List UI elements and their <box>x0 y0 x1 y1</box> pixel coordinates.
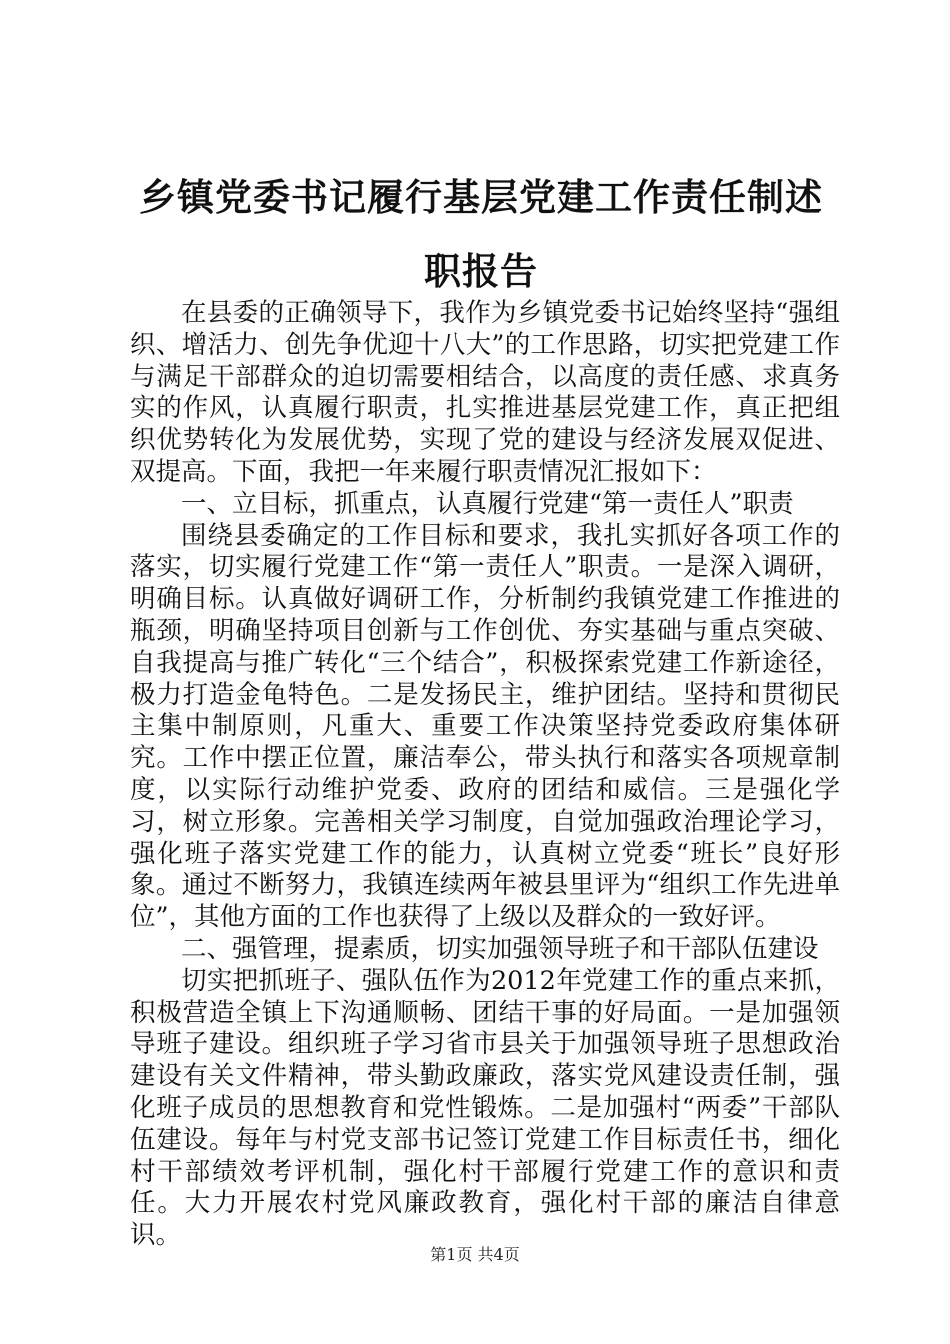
document-body <box>130 298 840 1252</box>
section-heading-2: 二、强管理，提素质，切实加强领导班子和干部队伍建设 <box>181 933 819 964</box>
page-number-footer: 第1页 共4页 <box>430 1245 520 1264</box>
paragraph-intro: 在县委的正确领导下，我作为乡镇党委书记始终坚持“强组织、增活力、创先争优迎十八大”的工作思路，切实把党建工作与满足干部群众的迫切需要相结合，以高度的责任感、求真务实的作风，认真履行职责，扎实推进基层党建工作，真正把组织优势转化为发展优势，实现了党的建设与经济发展双促进、双提高。下面，我把一年来履行职责情况汇报如下： <box>130 298 840 487</box>
paragraph-section-2: 切实把抓班子、强队伍作为2012年党建工作的重点来抓，积极营造全镇上下沟通顺畅、团结干事的好局面。一是加强领导班子建设。组织班子学习省市县关于加强领导班子思想政治建设有关文件精神，带头勤政廉政，落实党风建设责任制，强化班子成员的思想教育和党性锻炼。二是加强村“两委”干部队伍建设。每年与村党支部书记签订党建工作目标责任书，细化村干部绩效考评机制，强化村干部履行党建工作的意识和责任。大力开展农村党风廉政教育，强化村干部的廉洁自律意识。 <box>130 965 840 1251</box>
section-heading-1: 一、立目标，抓重点，认真履行党建“第一责任人”职责 <box>181 488 794 519</box>
document-title: 乡镇党委书记履行基层党建工作责任制述职报告 <box>139 175 823 293</box>
paragraph-section-1: 围绕县委确定的工作目标和要求，我扎实抓好各项工作的落实，切实履行党建工作“第一责任人”职责。一是深入调研，明确目标。认真做好调研工作，分析制约我镇党建工作推进的瓶颈，明确坚持项目创新与工作创优、夯实基础与重点突破、自我提高与推广转化“三个结合”，积极探索党建工作新途径，极力打造金龟特色。二是发扬民主，维护团结。坚持和贯彻民主集中制原则，凡重大、重要工作决策坚持党委政府集体研究。工作中摆正位置，廉洁奉公，带头执行和落实各项规章制度，以实际行动维护党委、政府的团结和威信。三是强化学习，树立形象。完善相关学习制度，自觉加强政治理论学习，强化班子落实党建工作的能力，认真树立党委“班长”良好形象。通过不断努力，我镇连续两年被县里评为“组织工作先进单位”，其他方面的工作也获得了上级以及群众的一致好评。 <box>130 520 840 933</box>
